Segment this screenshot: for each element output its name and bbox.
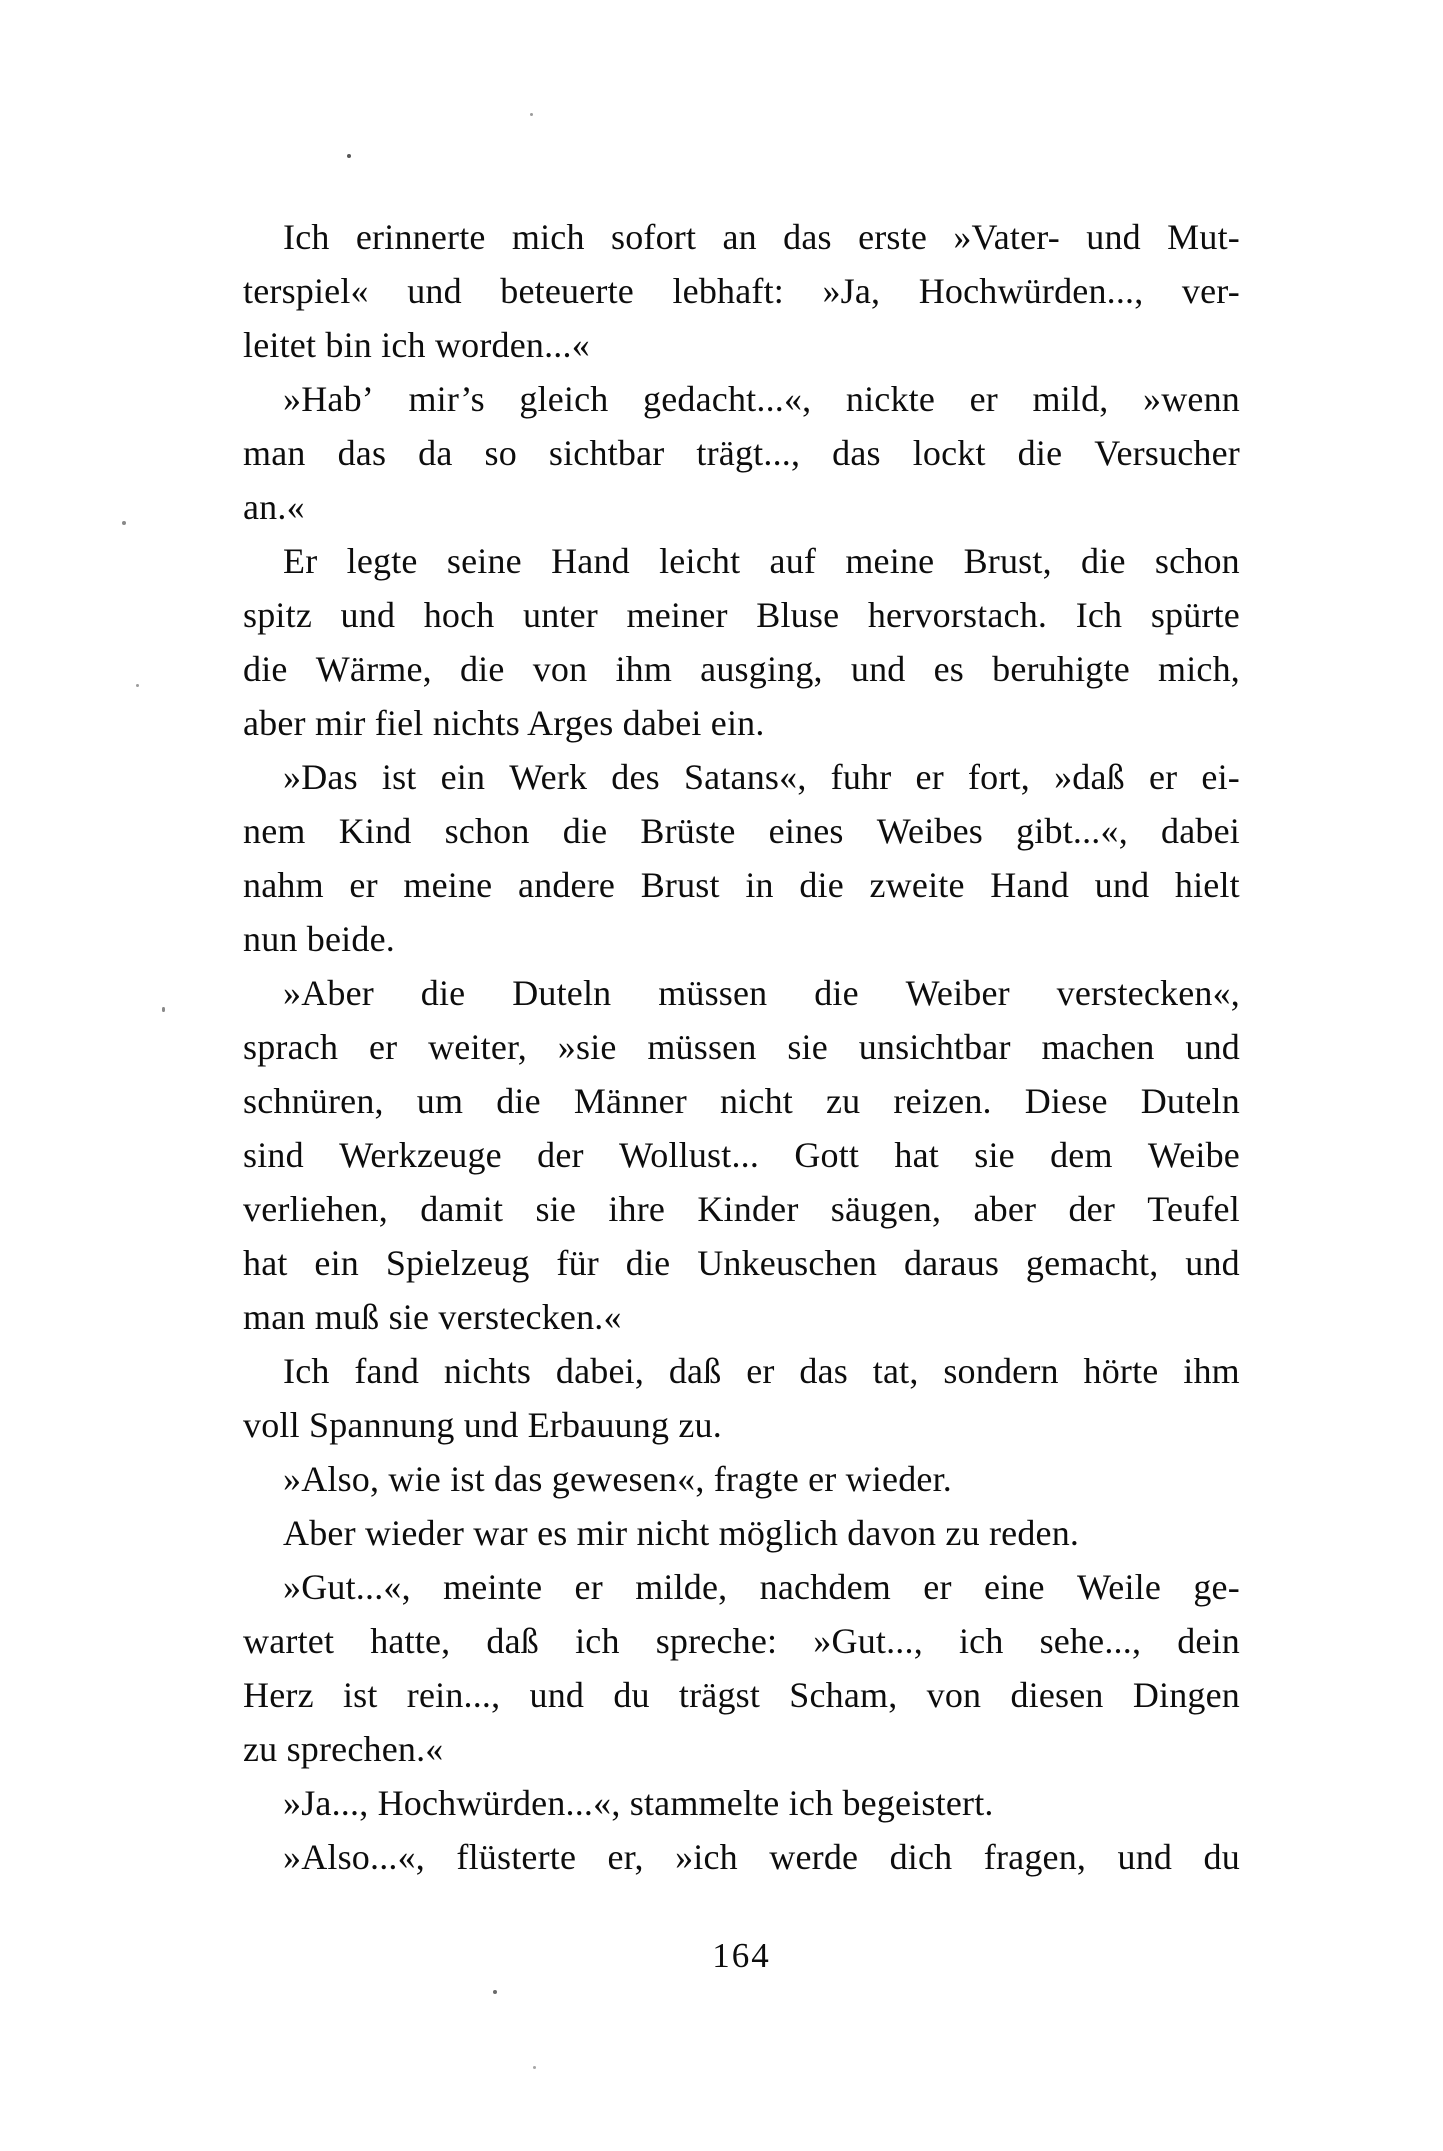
text-line: spitz und hoch unter meiner Bluse hervorstach. Ich spürte bbox=[243, 595, 1240, 635]
text-line: nun beide. bbox=[243, 919, 395, 959]
text-line: voll Spannung und Erbauung zu. bbox=[243, 1405, 722, 1445]
text-line: »Hab’ mir’s gleich gedacht...«, nickte er mild, »wenn bbox=[283, 379, 1240, 419]
text-line: hat ein Spielzeug für die Unkeuschen daraus gemacht, und bbox=[243, 1243, 1240, 1283]
paragraph bbox=[243, 210, 1240, 372]
paragraph bbox=[243, 1830, 1240, 1884]
text-line: sprach er weiter, »sie müssen sie unsichtbar machen und bbox=[243, 1027, 1240, 1067]
scan-speck bbox=[136, 684, 139, 687]
text-line: terspiel« und beteuerte lebhaft: »Ja, Hochwürden..., ver- bbox=[243, 271, 1240, 311]
text-line: wartet hatte, daß ich spreche: »Gut..., ich sehe..., dein bbox=[243, 1621, 1240, 1661]
text-line: Aber wieder war es mir nicht möglich davon zu reden. bbox=[283, 1513, 1080, 1553]
text-line: sind Werkzeuge der Wollust... Gott hat sie dem Weibe bbox=[243, 1135, 1240, 1175]
paragraph bbox=[243, 1452, 1240, 1506]
text-line: »Also...«, flüsterte er, »ich werde dich fragen, und du bbox=[283, 1837, 1240, 1877]
text-line: »Ja..., Hochwürden...«, stammelte ich begeistert. bbox=[283, 1783, 994, 1823]
scan-speck bbox=[347, 154, 351, 158]
text-line: zu sprechen.« bbox=[243, 1729, 444, 1769]
paragraph bbox=[243, 750, 1240, 966]
text-line: aber mir fiel nichts Arges dabei ein. bbox=[243, 703, 765, 743]
text-line: verliehen, damit sie ihre Kinder säugen, aber der Teufel bbox=[243, 1189, 1240, 1229]
paragraph bbox=[243, 1776, 1240, 1830]
text-line: »Das ist ein Werk des Satans«, fuhr er fort, »daß er ei- bbox=[283, 757, 1240, 797]
paragraph bbox=[243, 372, 1240, 534]
text-line: nem Kind schon die Brüste eines Weibes gibt...«, dabei bbox=[243, 811, 1240, 851]
text-line: an.« bbox=[243, 487, 305, 527]
paragraph bbox=[243, 1560, 1240, 1776]
paragraph bbox=[243, 966, 1240, 1344]
text-line: Er legte seine Hand leicht auf meine Brust, die schon bbox=[283, 541, 1240, 581]
paragraph bbox=[243, 1344, 1240, 1452]
text-line: man muß sie verstecken.« bbox=[243, 1297, 622, 1337]
text-line: Herz ist rein..., und du trägst Scham, von diesen Dingen bbox=[243, 1675, 1240, 1715]
text-line: die Wärme, die von ihm ausging, und es beruhigte mich, bbox=[243, 649, 1240, 689]
text-line: man das da so sichtbar trägt..., das lockt die Versucher bbox=[243, 433, 1240, 473]
text-line: »Aber die Duteln müssen die Weiber verstecken«, bbox=[283, 973, 1240, 1013]
paragraph bbox=[243, 1506, 1240, 1560]
scan-speck bbox=[162, 1007, 165, 1012]
text-line: nahm er meine andere Brust in die zweite Hand und hielt bbox=[243, 865, 1240, 905]
scan-speck bbox=[493, 1990, 497, 1994]
scan-speck bbox=[533, 2066, 536, 2069]
text-line: Ich erinnerte mich sofort an das erste »Vater- und Mut- bbox=[283, 217, 1240, 257]
text-line: »Also, wie ist das gewesen«, fragte er wieder. bbox=[283, 1459, 952, 1499]
page-number: 164 bbox=[712, 1936, 771, 1975]
scan-speck bbox=[530, 113, 533, 116]
paragraph bbox=[243, 534, 1240, 750]
text-line: Ich fand nichts dabei, daß er das tat, sondern hörte ihm bbox=[283, 1351, 1240, 1391]
scan-speck bbox=[122, 521, 126, 525]
text-line: leitet bin ich worden...« bbox=[243, 325, 590, 365]
text-line: »Gut...«, meinte er milde, nachdem er eine Weile ge- bbox=[283, 1567, 1240, 1607]
text-line: schnüren, um die Männer nicht zu reizen. Diese Duteln bbox=[243, 1081, 1240, 1121]
page-text-block bbox=[243, 210, 1240, 1884]
